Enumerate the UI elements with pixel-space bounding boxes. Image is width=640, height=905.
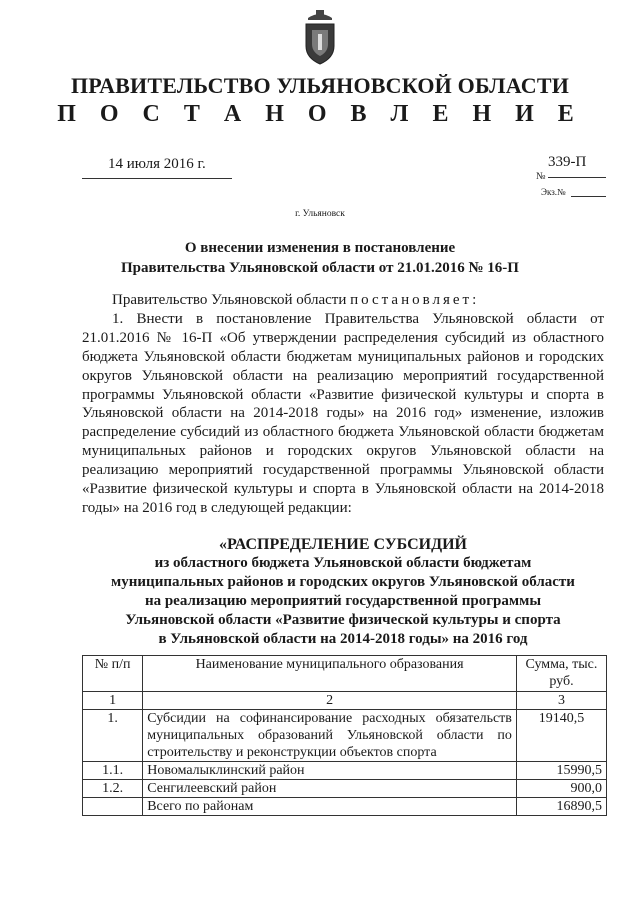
appendix-title-line-4: на реализацию мероприятий государственной программы xyxy=(144,593,542,609)
row-sum: 900,0 xyxy=(516,780,606,798)
document-type: П О С Т А Н О В Л Е Н И Е xyxy=(57,101,583,127)
row-name: Всего по районам xyxy=(143,798,517,816)
number-label: № xyxy=(536,171,546,182)
intro-paragraph xyxy=(82,291,604,310)
intro-prefix: Правительство Ульяновской области xyxy=(112,292,347,308)
document-date: 14 июля 2016 г. xyxy=(108,156,206,172)
paragraph-1: 1. Внести в постановление Правительства Ульяновской области от 21.01.2016 № 16-П «Об утверждении распределения субсидий из областного бюджета Ульяновской области бюджетам муниципальных районов и городских округов Ульяновской области на реализацию мероприятий государственной программы Ульяновской области «Развитие физической культуры и спорта в Ульяновской области на 2014-2018 годы» на 2016 год» изменение, изложив распределение субсидий из областного бюджета Ульяновской области бюджетам муниципальных районов и городских округов Ульяновской области на реализацию мероприятий государственной программы Ульяновской области «Развитие физической культуры и спорта в Ульяновской области на 2014-2018 годы» на 2016 год в следующей редакции: xyxy=(82,310,604,516)
row-num: 1.1. xyxy=(83,762,143,780)
table-row xyxy=(83,780,607,798)
row-sum: 15990,5 xyxy=(516,762,606,780)
appendix-title-line-6: в Ульяновской области на 2014-2018 годы» на 2016 год xyxy=(158,631,528,647)
body-text xyxy=(82,291,604,518)
table-header-row xyxy=(83,656,607,692)
appendix-title-line-5: Ульяновской области «Развитие физической культуры и спорта xyxy=(125,612,561,628)
row-num: 1. xyxy=(83,710,143,762)
column-number-2: 2 xyxy=(143,692,517,710)
row-name: Новомалыклинский район xyxy=(143,762,517,780)
row-name: Сенгилеевский район xyxy=(143,780,517,798)
city: г. Ульяновск xyxy=(295,209,345,219)
row-num: 1.2. xyxy=(83,780,143,798)
table-row xyxy=(83,710,607,762)
row-num xyxy=(83,798,143,816)
number-underline xyxy=(548,177,606,178)
table-row xyxy=(83,798,607,816)
coat-of-arms-emblem xyxy=(302,8,338,66)
subject-line-2: Правительства Ульяновской области от 21.01.2016 № 16-П xyxy=(121,260,519,276)
header-num: № п/п xyxy=(83,656,143,692)
subject-line-1: О внесении изменения в постановление xyxy=(184,240,456,256)
row-name: Субсидии на софинансирование расходных обязательств муниципальных образований Ульяновской области по строительству и реконструкции объектов спорта xyxy=(143,710,517,762)
copy-number-label: Экз.№ xyxy=(541,187,566,197)
row-sum: 19140,5 xyxy=(516,710,606,762)
column-number-row xyxy=(83,692,607,710)
table-row xyxy=(83,762,607,780)
header-name: Наименование муниципального образования xyxy=(143,656,517,692)
appendix-title-line-2: из областного бюджета Ульяновской области бюджетам xyxy=(154,555,532,571)
document-number: 339-П xyxy=(548,154,587,170)
intro-verb: постановляет: xyxy=(350,292,480,308)
government-title: ПРАВИТЕЛЬСТВО УЛЬЯНОВСКОЙ ОБЛАСТИ xyxy=(70,73,570,98)
row-sum: 16890,5 xyxy=(516,798,606,816)
subsidy-table xyxy=(82,655,607,816)
appendix-title-line-3: муниципальных районов и городских округов Ульяновской области xyxy=(111,574,575,590)
document-subject xyxy=(100,238,540,278)
column-number-3: 3 xyxy=(516,692,606,710)
copy-number-underline xyxy=(571,196,606,197)
appendix-title-line-1: «РАСПРЕДЕЛЕНИЕ СУБСИДИЙ xyxy=(218,536,467,553)
header-sum: Сумма, тыс. руб. xyxy=(516,656,606,692)
appendix-title xyxy=(82,535,604,649)
column-number-1: 1 xyxy=(83,692,143,710)
date-underline xyxy=(82,178,232,179)
